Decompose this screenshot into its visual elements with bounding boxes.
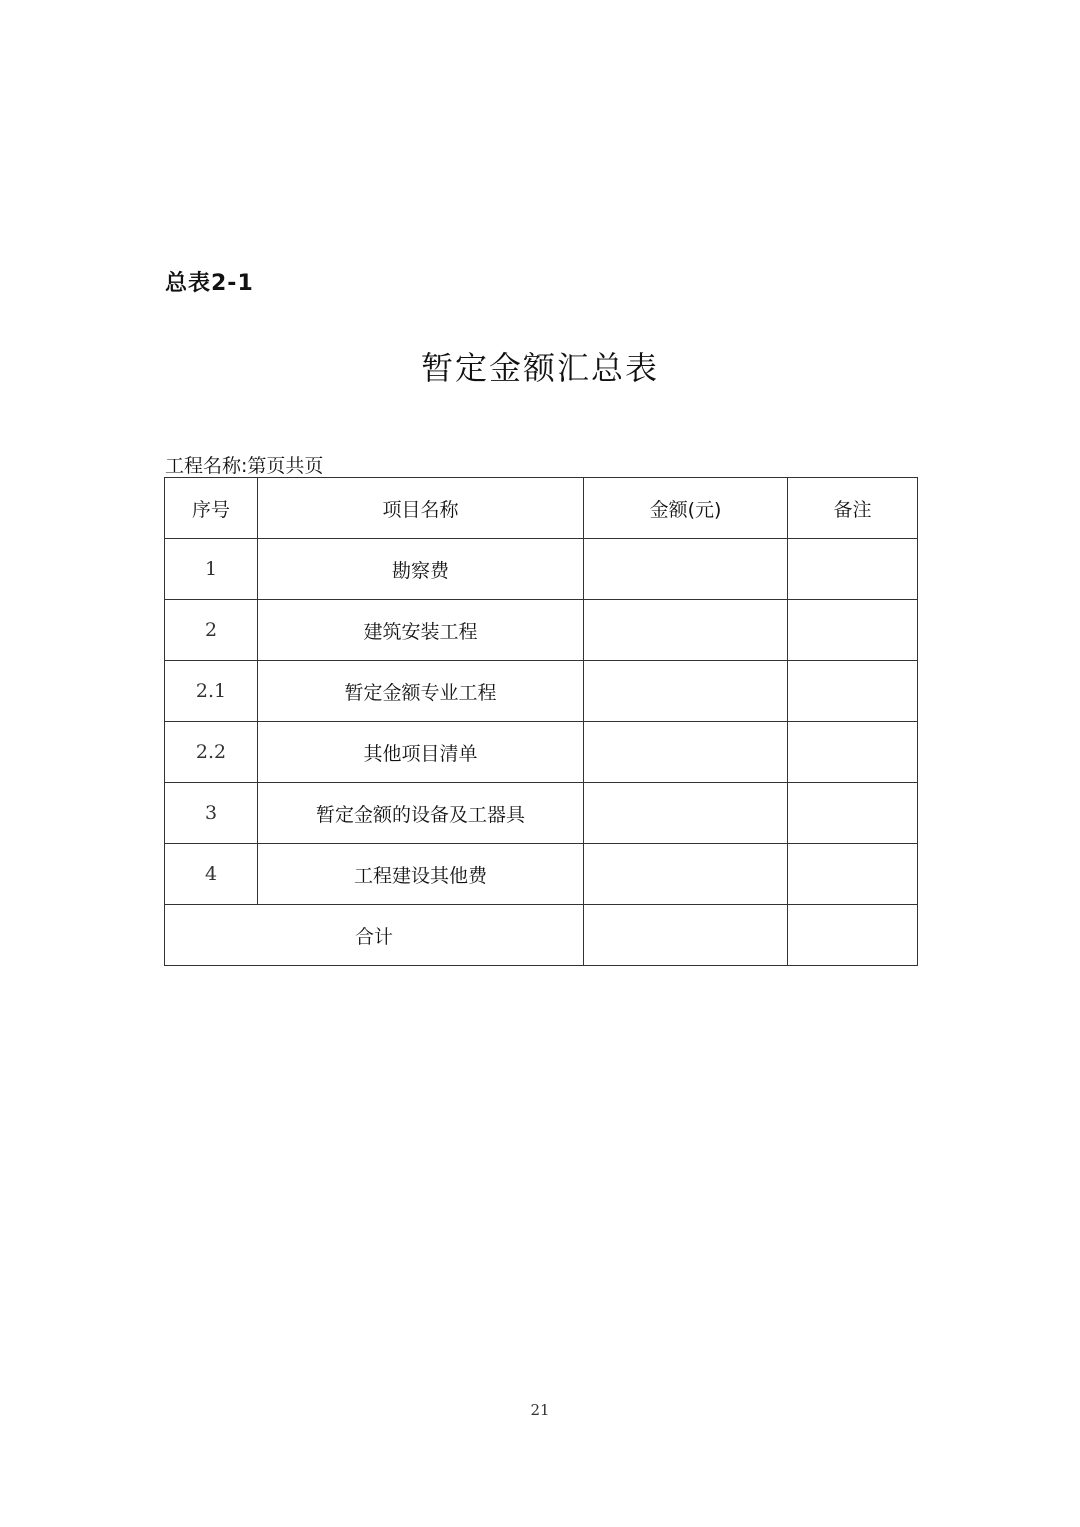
provisional-sum-table [164, 477, 918, 966]
table-total-row [165, 905, 918, 966]
row-amount [584, 722, 788, 783]
table-row [165, 539, 918, 600]
table-row [165, 600, 918, 661]
table-header-row [165, 478, 918, 539]
row-amount [584, 539, 788, 600]
row-amount [584, 600, 788, 661]
table-row [165, 722, 918, 783]
row-item-name: 暂定金额专业工程 [258, 661, 584, 722]
row-remark [788, 600, 918, 661]
row-item-name: 其他项目清单 [258, 722, 584, 783]
header-remark: 备注 [788, 478, 918, 539]
total-remark [788, 905, 918, 966]
row-item-name: 暂定金额的设备及工器具 [258, 783, 584, 844]
row-amount [584, 844, 788, 905]
table-code: 总表2-1 [165, 271, 254, 296]
row-item-name: 建筑安装工程 [258, 600, 584, 661]
project-name-line: 工程名称:第页共页 [165, 455, 324, 477]
row-seq: 4 [165, 844, 258, 905]
page-number: 21 [530, 1401, 550, 1419]
header-seq: 序号 [165, 478, 258, 539]
row-remark [788, 844, 918, 905]
row-item-name: 勘察费 [258, 539, 584, 600]
total-label: 合计 [165, 905, 584, 966]
header-amount: 金额(元) [584, 478, 788, 539]
table-row [165, 783, 918, 844]
row-amount [584, 783, 788, 844]
row-seq: 2 [165, 600, 258, 661]
row-seq: 2.1 [165, 661, 258, 722]
row-remark [788, 661, 918, 722]
row-remark [788, 722, 918, 783]
document-title: 暂定金额汇总表 [420, 349, 659, 387]
header-item-name: 项目名称 [258, 478, 584, 539]
table-row [165, 661, 918, 722]
row-amount [584, 661, 788, 722]
row-seq: 3 [165, 783, 258, 844]
row-remark [788, 783, 918, 844]
total-amount [584, 905, 788, 966]
row-seq: 2.2 [165, 722, 258, 783]
row-remark [788, 539, 918, 600]
table-row [165, 844, 918, 905]
row-item-name: 工程建设其他费 [258, 844, 584, 905]
row-seq: 1 [165, 539, 258, 600]
